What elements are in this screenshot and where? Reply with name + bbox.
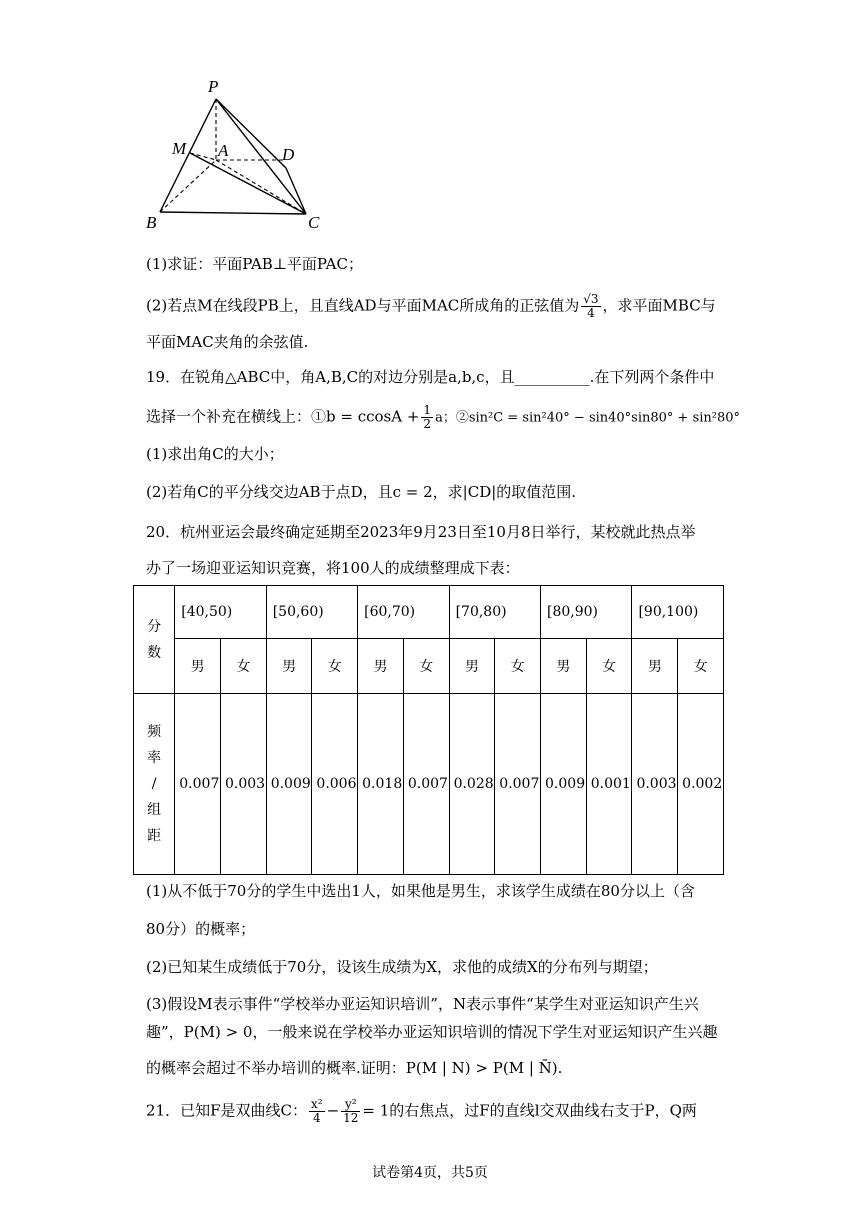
male-header: 男	[175, 639, 221, 694]
male-header: 男	[266, 639, 312, 694]
frequency-cell: 0.009	[266, 694, 312, 875]
frequency-cell: 0.003	[632, 694, 678, 875]
q20-part3-c: 的概率会超过不举办培训的概率.证明：P(M | N) > P(M | N̄).	[146, 1059, 563, 1077]
frequency-cell: 0.009	[541, 694, 587, 875]
q18-part2-line1	[146, 293, 736, 320]
q21-fraction-2	[341, 1098, 360, 1125]
row-header-score	[134, 586, 175, 694]
q18-fraction	[581, 293, 600, 320]
female-header: 女	[403, 639, 449, 694]
frac-numerator: √3	[583, 292, 599, 306]
male-header: 男	[358, 639, 404, 694]
q19-line2-text-b: a；②sin²C = sin²40° − sin40°sin80° + sin²80°	[435, 410, 741, 426]
interval-header: [80,90)	[541, 586, 632, 639]
interval-header: [60,70)	[358, 586, 449, 639]
header-char: 分	[147, 618, 162, 635]
frac-denominator: 4	[312, 1111, 321, 1125]
frac-denominator: 2	[423, 417, 432, 431]
frequency-cell: 0.018	[358, 694, 404, 875]
male-header: 男	[541, 639, 587, 694]
male-header: 男	[632, 639, 678, 694]
frac-numerator: y²	[341, 1098, 360, 1112]
female-header: 女	[495, 639, 541, 694]
frequency-cell: 0.002	[678, 694, 724, 875]
frequency-cell: 0.007	[403, 694, 449, 875]
label-A: A	[218, 141, 229, 160]
q20-part2: (2)已知某生成绩低于70分，设该生成绩为X，求他的成绩X的分布列与期望；	[146, 958, 658, 976]
label-M: M	[172, 139, 187, 158]
frequency-cell: 0.006	[312, 694, 358, 875]
frequency-cell: 0.001	[586, 694, 632, 875]
q19-line2	[146, 403, 741, 431]
q18-part2-text-b: ，求平面MBC与	[602, 296, 716, 315]
interval-header: [40,50)	[175, 586, 266, 639]
label-B: B	[146, 213, 157, 232]
frac-numerator: 1	[423, 403, 432, 417]
label-D: D	[282, 145, 295, 164]
interval-header: [70,80)	[449, 586, 540, 639]
interval-header: [50,60)	[266, 586, 357, 639]
female-header: 女	[586, 639, 632, 694]
q18-part2-text-a: (2)若点M在线段PB上，且直线AD与平面MAC所成角的正弦值为	[146, 296, 580, 315]
score-table	[133, 585, 724, 875]
q20-part3-a: (3)假设M表示事件“学校举办亚运知识培训”，N表示事件“某学生对亚运知识产生兴	[146, 995, 699, 1013]
frequency-cell: 0.003	[220, 694, 266, 875]
q18-part1: (1)求证：平面PAB⊥平面PAC；	[146, 255, 363, 273]
q20-part1-a: (1)从不低于70分的学生中选出1人，如果他是男生，求该学生成绩在80分以上（含	[146, 882, 695, 900]
header-char: /	[151, 776, 157, 792]
q18-part2-line2: 平面MAC夹角的余弦值.	[146, 333, 309, 351]
pyramid-figure	[140, 76, 340, 236]
q21-minus: −	[326, 1101, 340, 1120]
header-char: 组	[147, 802, 162, 818]
q20-part3-b: 趣”，P(M) > 0，一般来说在学校举办亚运知识培训的情况下学生对亚运知识产生兴趣	[146, 1023, 718, 1041]
q19-part1: (1)求出角C的大小；	[146, 445, 284, 463]
header-char: 频	[147, 724, 162, 740]
frac-numerator: x²	[310, 1097, 323, 1111]
q21-text-a: 21．已知F是双曲线C：	[146, 1101, 307, 1120]
label-C: C	[308, 213, 320, 232]
frequency-cell: 0.007	[495, 694, 541, 875]
q19-line1: 19．在锐角△ABC中，角A,B,C的对边分别是a,b,c，且__________.在下列两个条件中	[146, 368, 715, 386]
q21-line1	[146, 1098, 736, 1125]
page-footer: 试卷第4页，共5页	[372, 1165, 488, 1181]
header-char: 距	[147, 828, 162, 844]
label-P: P	[208, 77, 219, 96]
q19-fraction	[421, 404, 433, 431]
female-header: 女	[220, 639, 266, 694]
interval-header: [90,100)	[632, 586, 724, 639]
frequency-cell: 0.007	[175, 694, 221, 875]
q19-part2: (2)若角C的平分线交边AB于点D，且c = 2，求|CD|的取值范围.	[146, 483, 577, 501]
row-header-frequency	[134, 694, 175, 875]
frequency-cell: 0.028	[449, 694, 495, 875]
q21-text-b: = 1的右焦点，过F的直线l交双曲线右支于P，Q两	[362, 1101, 697, 1120]
q21-fraction-1	[309, 1098, 325, 1125]
frac-denominator: 4	[587, 306, 595, 320]
q20-part1-b: 80分）的概率；	[146, 920, 256, 938]
header-char: 数	[147, 644, 162, 661]
q19-line2-text-a: 选择一个补充在横线上：①b = ccosA +	[146, 407, 420, 426]
frac-denominator: 12	[343, 1111, 359, 1125]
q20-line2: 办了一场迎亚运知识竞赛，将100人的成绩整理成下表：	[146, 559, 520, 577]
q20-line1: 20．杭州亚运会最终确定延期至2023年9月23日至10月8日举行，某校就此热点举	[146, 523, 696, 541]
female-header: 女	[678, 639, 724, 694]
male-header: 男	[449, 639, 495, 694]
female-header: 女	[312, 639, 358, 694]
header-char: 率	[147, 750, 162, 766]
